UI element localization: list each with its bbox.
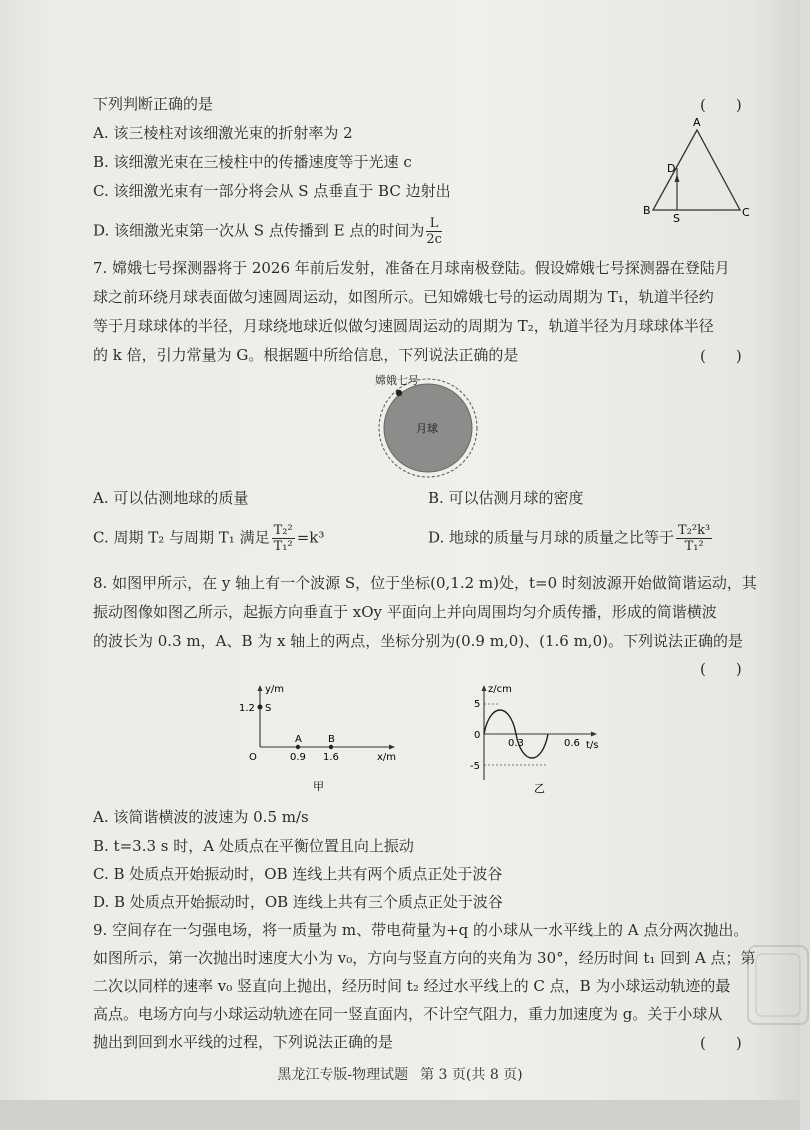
figure-yi-vibration-graph xyxy=(468,680,608,800)
s-label: S xyxy=(265,703,272,714)
q7-answer-paren: ( ) xyxy=(700,347,742,365)
q6-option-b: B. 该细激光束在三棱柱中的传播速度等于光速 c xyxy=(93,153,412,171)
moon-label: 月球 xyxy=(416,422,438,435)
q7-option-b: B. 可以估测月球的密度 xyxy=(428,489,584,507)
page-footer xyxy=(0,1064,800,1084)
zero-label: 0 xyxy=(474,730,481,741)
frac-numerator: L xyxy=(426,216,442,232)
b-coordinate-label: 1.6 xyxy=(323,752,339,763)
scan-bottom-edge xyxy=(0,1100,800,1130)
q9-line-5: 抛出到回到水平线的过程，下列说法正确的是 xyxy=(93,1033,394,1051)
q6-option-a: A. 该三棱柱对该细激光束的折射率为 2 xyxy=(93,124,353,142)
q6-option-d-fraction xyxy=(426,216,442,247)
s-coordinate-label: 1.2 xyxy=(239,703,255,714)
q9-line-3: 二次以同样的速率 v₀ 竖直向上抛出，经历时间 t₂ 经过水平线上的 C 点，B 为小球运动轨迹的最 xyxy=(93,977,731,995)
t-axis-label: t/s xyxy=(586,740,599,751)
figure-caption-yi: 乙 xyxy=(534,782,545,795)
q8-answer-paren: ( ) xyxy=(700,660,742,678)
q6-option-d xyxy=(93,216,444,247)
frac-numerator: T₂² xyxy=(273,523,293,538)
footer-page-number: 第 3 页(共 8 页) xyxy=(420,1067,523,1083)
q7-option-c-prefix: C. 周期 T₂ 与周期 T₁ 满足 xyxy=(93,528,270,547)
q7-option-d xyxy=(428,523,714,554)
moon-orbit-figure xyxy=(375,368,485,483)
q8-line-1: 8. 如图甲所示，在 y 轴上有一个波源 S，位于坐标(0,1.2 m)处，t=0 时刻波源开始做简谐运动，其 xyxy=(93,574,757,592)
beam-arrow xyxy=(675,174,680,182)
amplitude-top-label: 5 xyxy=(474,699,481,710)
q8-line-3: 的波长为 0.3 m，A、B 为 x 轴上的两点，坐标分别为(0.9 m,0)、(1.6 m,0)。下列说法正确的是 xyxy=(93,632,743,650)
q9-answer-paren: ( ) xyxy=(700,1034,742,1052)
q8-line-2: 振动图像如图乙所示，起振方向垂直于 xOy 平面向上并向周围均匀介质传播，形成的简谐横波 xyxy=(93,603,717,621)
t-0.3-label: 0.3 xyxy=(508,738,524,749)
t-0.6-label: 0.6 xyxy=(564,738,580,749)
vertex-b-label: B xyxy=(643,204,651,217)
q8-option-b: B. t=3.3 s 时，A 处质点在平衡位置且向上振动 xyxy=(93,837,414,855)
point-b-dot xyxy=(329,745,333,749)
q7-option-c-suffix: =k³ xyxy=(296,528,325,547)
q6-stem: 下列判断正确的是 xyxy=(93,95,214,113)
point-d-label: D xyxy=(667,162,676,175)
q7-option-d-fraction xyxy=(676,523,712,554)
vertex-a-label: A xyxy=(693,116,701,129)
q8-option-c: C. B 处质点开始振动时，OB 连线上共有两个质点正处于波谷 xyxy=(93,865,503,883)
q6-answer-paren: ( ) xyxy=(700,96,742,114)
y-axis-arrow xyxy=(258,685,263,691)
amplitude-bottom-label: -5 xyxy=(470,761,480,772)
frac-denominator: T₁² xyxy=(684,539,704,554)
q9-line-2: 如图所示，第一次抛出时速度大小为 v₀，方向与竖直方向的夹角为 30°，经历时间 t₁ 回到 A 点；第 xyxy=(93,949,756,967)
q6-option-c: C. 该细激光束有一部分将会从 S 点垂直于 BC 边射出 xyxy=(93,182,451,200)
q7-line-2: 球之前环绕月球表面做匀速圆周运动，如图所示。已知嫦娥七号的运动周期为 T₁，轨道半径约 xyxy=(93,288,714,306)
source-s-dot xyxy=(258,705,263,710)
origin-label: O xyxy=(249,752,257,763)
q7-line-4: 的 k 倍，引力常量为 G。根据题中所给信息，下列说法正确的是 xyxy=(93,346,519,364)
frac-denominator: T₁² xyxy=(273,539,293,554)
figure-caption-jia: 甲 xyxy=(313,780,324,793)
point-s-label: S xyxy=(673,212,680,225)
q7-line-1: 7. 嫦娥七号探测器将于 2026 年前后发射，准备在月球南极登陆。假设嫦娥七号探测器在登陆月 xyxy=(93,259,730,277)
q9-line-1: 9. 空间存在一匀强电场，将一质量为 m、带电荷量为+q 的小球从一水平线上的 A 点分两次抛出。 xyxy=(93,921,749,939)
q7-option-d-prefix: D. 地球的质量与月球的质量之比等于 xyxy=(428,528,675,547)
point-a-dot xyxy=(296,745,300,749)
frac-numerator: T₂²k³ xyxy=(678,523,711,538)
anti-counterfeit-stamp-graphic xyxy=(740,940,810,1030)
z-axis-label: z/cm xyxy=(488,684,512,695)
prism-triangle-figure xyxy=(640,112,760,227)
x-axis-arrow xyxy=(389,745,395,750)
figure-jia-coordinates xyxy=(239,680,405,800)
q8-option-a: A. 该简谐横波的波速为 0.5 m/s xyxy=(93,808,309,826)
footer-title: 黑龙江专版-物理试题 xyxy=(277,1067,409,1083)
q8-option-d: D. B 处质点开始振动时，OB 连线上共有三个质点正处于波谷 xyxy=(93,893,503,911)
q7-option-c xyxy=(93,523,324,554)
t-axis-arrow xyxy=(591,732,597,737)
q7-option-a: A. 可以估测地球的质量 xyxy=(93,489,249,507)
a-coordinate-label: 0.9 xyxy=(290,752,306,763)
frac-denominator: 2c xyxy=(426,232,442,247)
q6-option-d-text: D. 该细激光束第一次从 S 点传播到 E 点的时间为 xyxy=(93,221,425,240)
probe-dot xyxy=(396,390,402,396)
probe-label: 嫦娥七号 xyxy=(375,374,419,387)
vertex-c-label: C xyxy=(742,206,750,219)
a-label: A xyxy=(295,734,302,745)
x-axis-label: x/m xyxy=(377,752,397,763)
q7-line-3: 等于月球球体的半径，月球绕地球近似做匀速圆周运动的周期为 T₂，轨道半径为月球球体半径 xyxy=(93,317,714,335)
z-axis-arrow xyxy=(482,685,487,691)
q7-option-c-fraction xyxy=(272,523,295,554)
y-axis-label: y/m xyxy=(265,684,285,695)
q9-line-4: 高点。电场方向与小球运动轨迹在同一竖直面内，不计空气阻力，重力加速度为 g。关于小球从 xyxy=(93,1005,723,1023)
b-label: B xyxy=(328,734,335,745)
